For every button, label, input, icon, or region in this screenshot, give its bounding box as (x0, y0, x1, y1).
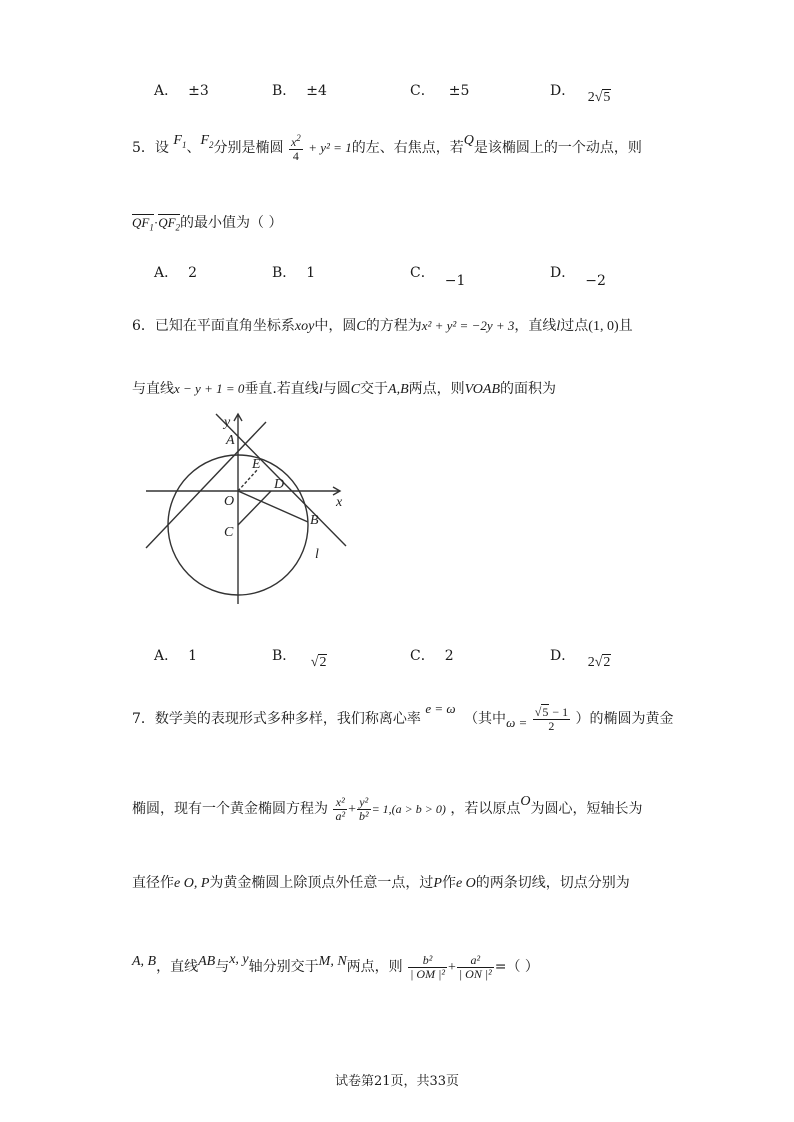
q5-option-c: C． −1 (410, 265, 466, 289)
q7-stem-line4: A, B，直线AB与x, y轴分别交于M, N两点，则 $\frac{\text{b²}}{\text{| OM |²}}$ + $\frac{\text{a²}}{\text{| ON |²}}$ =（ ） (132, 952, 539, 981)
label-e: E (252, 457, 261, 472)
segment-oe (238, 469, 258, 491)
q5-stem-line2: $QF_1\cdot QF_2$的最小值为（ ） (132, 215, 283, 233)
q7-stem-line2: 椭圆，现有一个黄金椭圆方程为 $\frac{\text{x²}}{\text{a²}}$ + $\frac{\text{y²}}{\text{b²}}$ = 1,(a > b > 0) ，若以原点O为圆心，短轴长为 (132, 794, 643, 823)
q4-option-c: C． ±5 (410, 83, 470, 99)
label-x: x (336, 495, 343, 510)
q4-option-b: B． ±4 (272, 83, 327, 99)
q6-option-a: A． 1 (154, 648, 198, 664)
q4-option-a: A． ±3 (154, 83, 209, 99)
q7-stem-line1: 7．数学美的表现形式多种多样，我们称离心率 e = ω （其中ω = $\frac{√5 - 1}{2}$ ）的椭圆为黄金 (132, 701, 674, 733)
q6-option-c: C． 2 (410, 648, 454, 664)
label-l: l (315, 547, 319, 562)
q6-stem-line1: 6．已知在平面直角坐标系xoy中，圆C的方程为x² + y² = −2y + 3，直线l过点(1, 0)且 (132, 318, 633, 334)
line-x-y-plus-1 (146, 422, 266, 548)
q6-figure (140, 408, 360, 608)
label-a: A (226, 433, 235, 448)
label-d: D (274, 477, 285, 492)
label-b: B (310, 513, 319, 528)
q6-option-b: B． √2 (272, 648, 327, 670)
q5-option-d: D． −2 (550, 265, 606, 289)
q6-stem-line2: 与直线x − y + 1 = 0垂直.若直线l与圆C交于A,B两点，则VOAB的面积为 (132, 381, 557, 397)
q4-option-d: D． 2√5 (550, 83, 611, 105)
segment-cd (238, 491, 271, 525)
q5-option-b: B． 1 (272, 265, 316, 281)
label-y: y (224, 415, 231, 430)
q5-option-a: A． 2 (154, 265, 198, 281)
page-footer: 试卷第21页，共33页 (334, 1074, 460, 1089)
q7-stem-line3: 直径作e O, P为黄金椭圆上除顶点外任意一点，过P作e O的两条切线，切点分别为 (132, 875, 630, 891)
label-o: O (224, 494, 235, 509)
segment-ob (238, 491, 308, 522)
label-c: C (224, 525, 234, 540)
q6-option-d: D． 2√2 (550, 648, 611, 670)
q5-stem-line1: 5．设 $F_1$、$F_2$分别是椭圆 $\frac{x^2}{4}$ + y² = 1的左、右焦点，若Q是该椭圆上的一个动点，则 (132, 133, 642, 163)
